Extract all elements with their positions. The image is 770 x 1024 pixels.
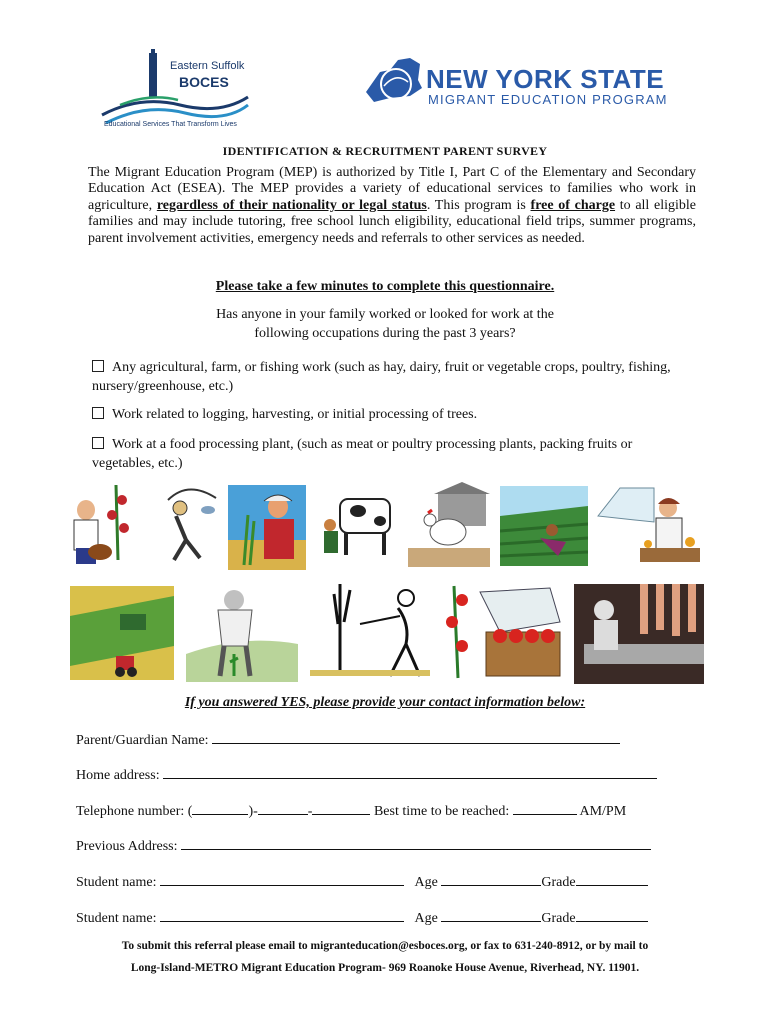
previous-address-label: Previous Address: [76, 839, 178, 854]
contact-prompt: If you answered YES, please provide your contact information below: [184, 695, 586, 710]
telephone-label: Telephone number: ( [76, 804, 193, 819]
logger-tree-clipart [310, 584, 430, 680]
document-title: IDENTIFICATION & RECRUITMENT PARENT SURVEY [222, 144, 548, 158]
intro-emphasis-nationality: regardless of their nationality or legal status [156, 197, 427, 213]
age-label: Age [414, 875, 438, 890]
nys-name-line1: NEW YORK STATE [426, 64, 665, 94]
farmer-harvesting-clipart [66, 480, 148, 568]
address-label: Home address: [76, 768, 160, 783]
occupation-question [0, 305, 770, 343]
question-line-1: Has anyone in your family worked or looked for work at the [216, 307, 554, 322]
home-address-input[interactable] [163, 765, 657, 779]
greenhouse-worker-clipart [596, 482, 704, 570]
option-agricultural-label: Any agricultural, farm, or fishing work (such as hay, dairy, fruit or vegetable crops, poultry, fishing, nursery/greenhouse, etc.) [92, 360, 671, 394]
question-line-2: following occupations during the past 3 years? [254, 326, 516, 341]
option-logging-label: Work related to logging, harvesting, or initial processing of trees. [112, 407, 478, 422]
phone-line-input[interactable] [312, 801, 370, 815]
previous-address-input[interactable] [181, 836, 651, 850]
age-input[interactable] [441, 872, 541, 886]
age-label: Age [414, 911, 438, 926]
farmer-with-crops-clipart [228, 485, 306, 570]
best-time-input[interactable] [513, 801, 577, 815]
footer-submit-instructions: To submit this referral please email to migranteducation@esboces.org, or fax to 631-240-8912, or by mail to [121, 940, 649, 952]
grade-label: Grade [541, 911, 576, 926]
intro-paragraph [88, 165, 696, 247]
student-row-2 [76, 908, 648, 927]
telephone-separator-2: - [307, 804, 313, 819]
food-processing-plant-photo [574, 584, 704, 684]
student-name-label: Student name: [76, 911, 157, 926]
student-row-1 [76, 872, 648, 891]
tomato-crate-clipart [440, 582, 566, 682]
forester-planting-clipart [186, 584, 298, 682]
option-food-processing-label: Work at a food processing plant, (such as meat or poultry processing plants, packing fruits or vegetables, etc.) [92, 437, 633, 471]
nys-name-line2: MIGRANT EDUCATION PROGRAM [428, 92, 668, 107]
guardian-field [76, 730, 620, 749]
guardian-name-input[interactable] [212, 730, 620, 744]
boces-name-line2: BOCES [179, 74, 229, 90]
grade-label: Grade [541, 875, 576, 890]
intro-text-1: The Migrant Education Program (MEP) is authorized by Title I, Part C of the Elementary and Secondary Education Act (ESEA). The MEP provides a variety of educational services to families who work in agriculture, [88, 165, 696, 213]
fisherman-clipart [158, 480, 220, 565]
phone-prefix-input[interactable] [258, 801, 308, 815]
area-code-input[interactable] [192, 801, 248, 815]
chicken-barn-clipart [408, 482, 490, 567]
option-logging [92, 405, 692, 424]
footer-mailing-address: Long-Island-METRO Migrant Education Program- 969 Roanoke House Avenue, Riverhead, NY. 11901. [130, 962, 640, 974]
intro-emphasis-free: free of charge [530, 197, 616, 213]
telephone-separator-1: )- [248, 804, 258, 819]
student-name-input[interactable] [160, 872, 404, 886]
boces-name-line1: Eastern Suffolk [170, 60, 245, 72]
age-input[interactable] [441, 908, 541, 922]
best-time-label: Best time to be reached: [373, 804, 510, 819]
student-name-input[interactable] [160, 908, 404, 922]
option-logging-checkbox[interactable] [92, 407, 104, 419]
option-food-processing-checkbox[interactable] [92, 437, 104, 449]
student-name-label: Student name: [76, 875, 157, 890]
grade-input[interactable] [576, 908, 648, 922]
combine-harvester-clipart [70, 586, 174, 680]
address-field [76, 765, 657, 784]
previous-address-field [76, 836, 651, 855]
intro-text-3: to all eligible families and may include tutoring, free school lunch eligibility, educational field trips, summer programs, parent involvement activities, emergency needs and referrals to other services as needed. [88, 197, 697, 246]
option-agricultural-checkbox[interactable] [92, 360, 104, 372]
field-worker-clipart [500, 486, 588, 566]
ampm-label: AM/PM [579, 804, 627, 819]
questionnaire-prompt: Please take a few minutes to complete this questionnaire. [215, 279, 555, 294]
grade-input[interactable] [576, 872, 648, 886]
option-food-processing [92, 435, 682, 473]
boces-tagline: Educational Services That Transform Lives [104, 121, 237, 128]
telephone-field [76, 801, 626, 820]
option-agricultural [92, 358, 692, 396]
intro-text-2: . This program is [426, 197, 531, 213]
guardian-label: Parent/Guardian Name: [76, 733, 209, 748]
dairy-cow-clipart [318, 485, 398, 565]
